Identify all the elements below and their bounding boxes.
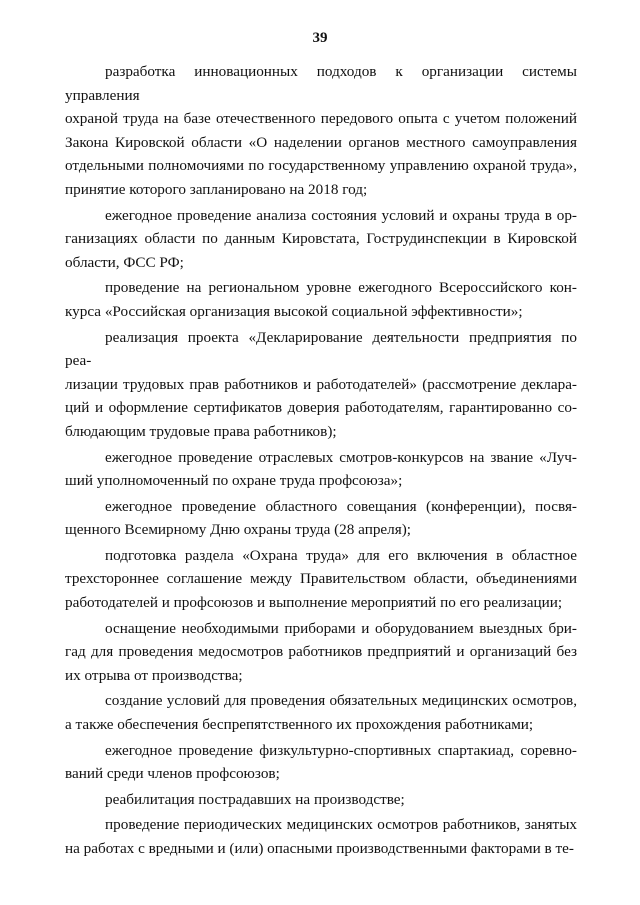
text-line: гад для проведения медосмотров работников предприятий и организаций без xyxy=(65,643,577,661)
text-line: ваний среди членов профсоюзов; xyxy=(65,765,280,783)
text-line: подготовка раздела «Охрана труда» для его включения в областное xyxy=(105,546,577,564)
paragraph xyxy=(65,495,577,542)
text-line: реабилитация пострадавших на производстве; xyxy=(105,790,405,808)
text-line: трехстороннее соглашение между Правительством области, объединениями xyxy=(65,570,577,588)
text-line: ежегодное проведение отраслевых смотров-конкурсов на звание «Луч- xyxy=(105,448,577,466)
document-body xyxy=(65,60,577,863)
text-line: ежегодное проведение физкультурно-спортивных спартакиад, соревно- xyxy=(105,741,577,759)
text-line: щенного Всемирному Дню охраны труда (28 апреля); xyxy=(65,521,411,539)
text-line: блюдающим трудовые права работников); xyxy=(65,422,337,440)
text-line: Закона Кировской области «О наделении органов местного самоуправления xyxy=(65,133,577,151)
text-line: ший уполномоченный по охране труда профсоюза»; xyxy=(65,472,403,490)
text-line: ций и оформление сертификатов доверия работодателям, гарантированно со- xyxy=(65,399,577,417)
paragraph xyxy=(65,326,577,444)
paragraph xyxy=(65,788,577,812)
text-line: ганизациях области по данным Кировстата, Гострудинспекции в Кировской xyxy=(65,230,577,248)
paragraph xyxy=(65,446,577,493)
text-line: проведение на региональном уровне ежегодного Всероссийского кон- xyxy=(105,279,577,297)
paragraph xyxy=(65,544,577,615)
text-line: охраной труда на базе отечественного передового опыта с учетом положений xyxy=(65,110,577,128)
paragraph xyxy=(65,813,577,860)
text-line: ежегодное проведение анализа состояния условий и охраны труда в ор- xyxy=(105,206,577,224)
text-line: области, ФСС РФ; xyxy=(65,253,184,271)
text-line: работодателей и профсоюзов и выполнение мероприятий по его реализации; xyxy=(65,594,563,612)
text-line: а также обеспечения беспрепятственного их прохождения работниками; xyxy=(65,716,534,734)
text-line: оснащение необходимыми приборами и оборудованием выездных бри- xyxy=(105,619,577,637)
text-line: создание условий для проведения обязательных медицинских осмотров, xyxy=(105,692,577,710)
text-line: принятие которого запланировано на 2018 год; xyxy=(65,180,368,198)
paragraph xyxy=(65,276,577,323)
paragraph xyxy=(65,617,577,688)
text-line: разработка инновационных подходов к организации системы управления xyxy=(65,63,577,104)
paragraph xyxy=(65,204,577,275)
page-number: 39 xyxy=(312,30,328,46)
text-line: на работах с вредными и (или) опасными производственными факторами в те- xyxy=(65,840,574,857)
text-line: ежегодное проведение областного совещания (конференции), посвя- xyxy=(105,497,577,515)
paragraph xyxy=(65,60,577,202)
text-line: отдельными полномочиями по государственному управлению охраной труда», xyxy=(65,157,577,175)
text-line: лизации трудовых прав работников и работодателей» (рассмотрение деклара- xyxy=(65,375,577,393)
paragraph xyxy=(65,689,577,736)
paragraph xyxy=(65,739,577,786)
text-line: проведение периодических медицинских осмотров работников, занятых xyxy=(105,816,577,834)
text-line: курса «Российская организация высокой социальной эффективности»; xyxy=(65,302,523,320)
text-line: их отрыва от производства; xyxy=(65,666,243,684)
text-line: реализация проекта «Декларирование деятельности предприятия по реа- xyxy=(65,328,577,370)
